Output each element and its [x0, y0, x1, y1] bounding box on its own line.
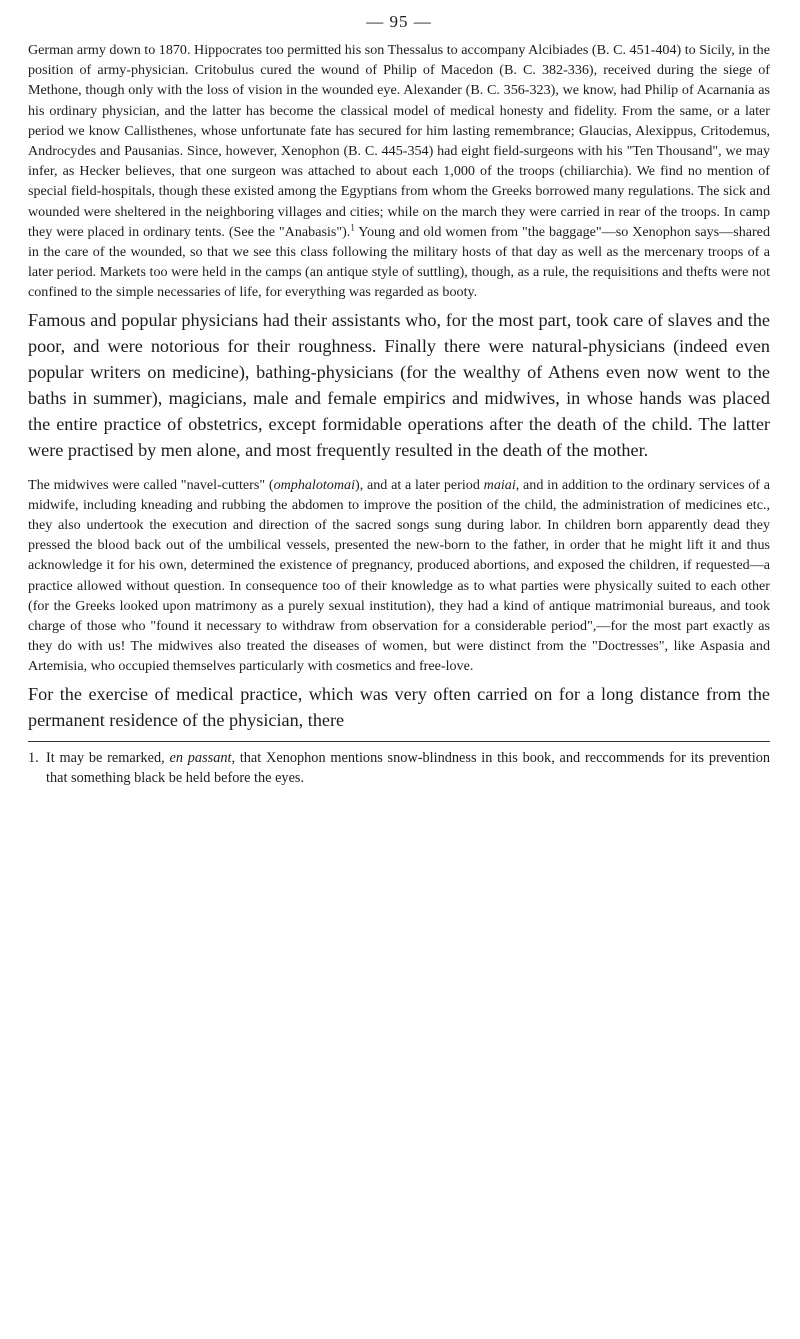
paragraph-midwives: [28, 475, 770, 677]
footnote-divider: [28, 741, 770, 742]
footnote-italic: en passant: [169, 749, 232, 766]
footnote-label: 1.: [28, 749, 39, 766]
footnote-text-continued: , that Xenophon mentions snow-blindness in this book, and reccommends for its prevention that something black be held before the eyes.: [46, 749, 771, 786]
paragraph-text: ), and at a later period: [355, 476, 484, 493]
paragraph-physicians-assistants: Famous and popular physicians had their assistants who, for the most part, took care of slaves and the poor, and were notorious for their roughness. Finally there were natural-physicians (indeed even popular writers on medicine), bathing-physicians (for the wealthy of Athens even now went to the baths in summer), magicians, male and female empirics and midwives, in whose hands was placed the entire practice of obstetrics, except formidable operations after the death of the child. The latter were practised by men alone, and most frequently resulted in the death of the mother.: [28, 309, 770, 460]
footnote-text: It may be remarked,: [46, 749, 170, 766]
footnote: [28, 748, 770, 788]
paragraph-medical-practice: For the exercise of medical practice, which was very often carried on for a long distance from the permanent residence of the physician, there: [28, 683, 770, 730]
footnote-reference: 1: [350, 222, 355, 233]
greek-term-omphalotomai: omphalotomai: [273, 476, 355, 493]
paragraph-text-continued: Young and old women from "the baggage"—so Xenophon says—shared in the care of the wounded, so that we see this class following the military hosts of that day as well as the mercenary troops of a later period. Markets too were held in the camps (an antique style of suttling), though, as a rule, the requisitions and thefts were not confined to the simple necessaries of life, for everything was regarded as booty.: [28, 223, 770, 301]
greek-term-maiai: maiai: [483, 476, 516, 493]
paragraph-text: German army down to 1870. Hippocrates too permitted his son Thessalus to accompany Alcibiades (B. C. 451-404) to Sicily, in the position of army-physician. Critobulus cured the wound of Philip of Macedon (B. C. 382-336), received during the siege of Methone, though only with the loss of vision in the wounded eye. Alexander (B. C. 356-323), we know, had Philip of Acarnania as his ordinary physician, and the latter has become the classical model of medical honesty and fidelity. From the same, or a later period we know Callisthenes, whose unfortunate fate has secured for him lasting remembrance; Glaucias, Alexippus, Critodemus, Androcydes and Pausanias. Since, however, Xenophon (B. C. 445-354) had eight field-surgeons with his "Ten Thousand", we may infer, as Hecker believes, that one surgeon was attached to about each 1,000 of the troops (chiliarchia). We find no mention of special field-hospitals, though these existed among the Egyptians from whom the Greeks borrowed many regulations. The sick and wounded were sheltered in the neighboring villages and cities; while on the march they were carried in rear of the troops. In camp they were placed in ordinary tents. (See the "Anabasis").: [28, 42, 770, 240]
paragraph-text: The midwives were called "navel-cutters" (: [28, 476, 274, 493]
paragraph-text: , and in addition to the ordinary services of a midwife, including kneading and rubbing the abdomen to improve the position of the child, the administration of medicines etc., they also undertook the execution and direction of the sacred songs sung during labor. In children born apparently dead they pressed the blood back out of the umbilical vessels, presented the new-born to the father, in order that he might lift it and thus acknowledge it for his own, determined the existence of pregnancy, produced abortions, and exposed the children, if requested—a practice allowed without question. In consequence too of their knowledge as to what parties were physically suited to each other (for the Greeks looked upon matrimony as a purely sexual institution), they had a kind of antique matrimonial bureaus, and took charge of those who "found it necessary to withdraw from observation for a considerable period",—for the most part exactly as they do with us! The midwives also treated the diseases of women, but were distinct from the "Doctresses", like Aspasia and Artemisia, who occupied themselves particularly with cosmetics and free-love.: [28, 476, 770, 675]
page-number: — 95 —: [366, 12, 432, 31]
paragraph-army-physicians: [28, 40, 770, 303]
